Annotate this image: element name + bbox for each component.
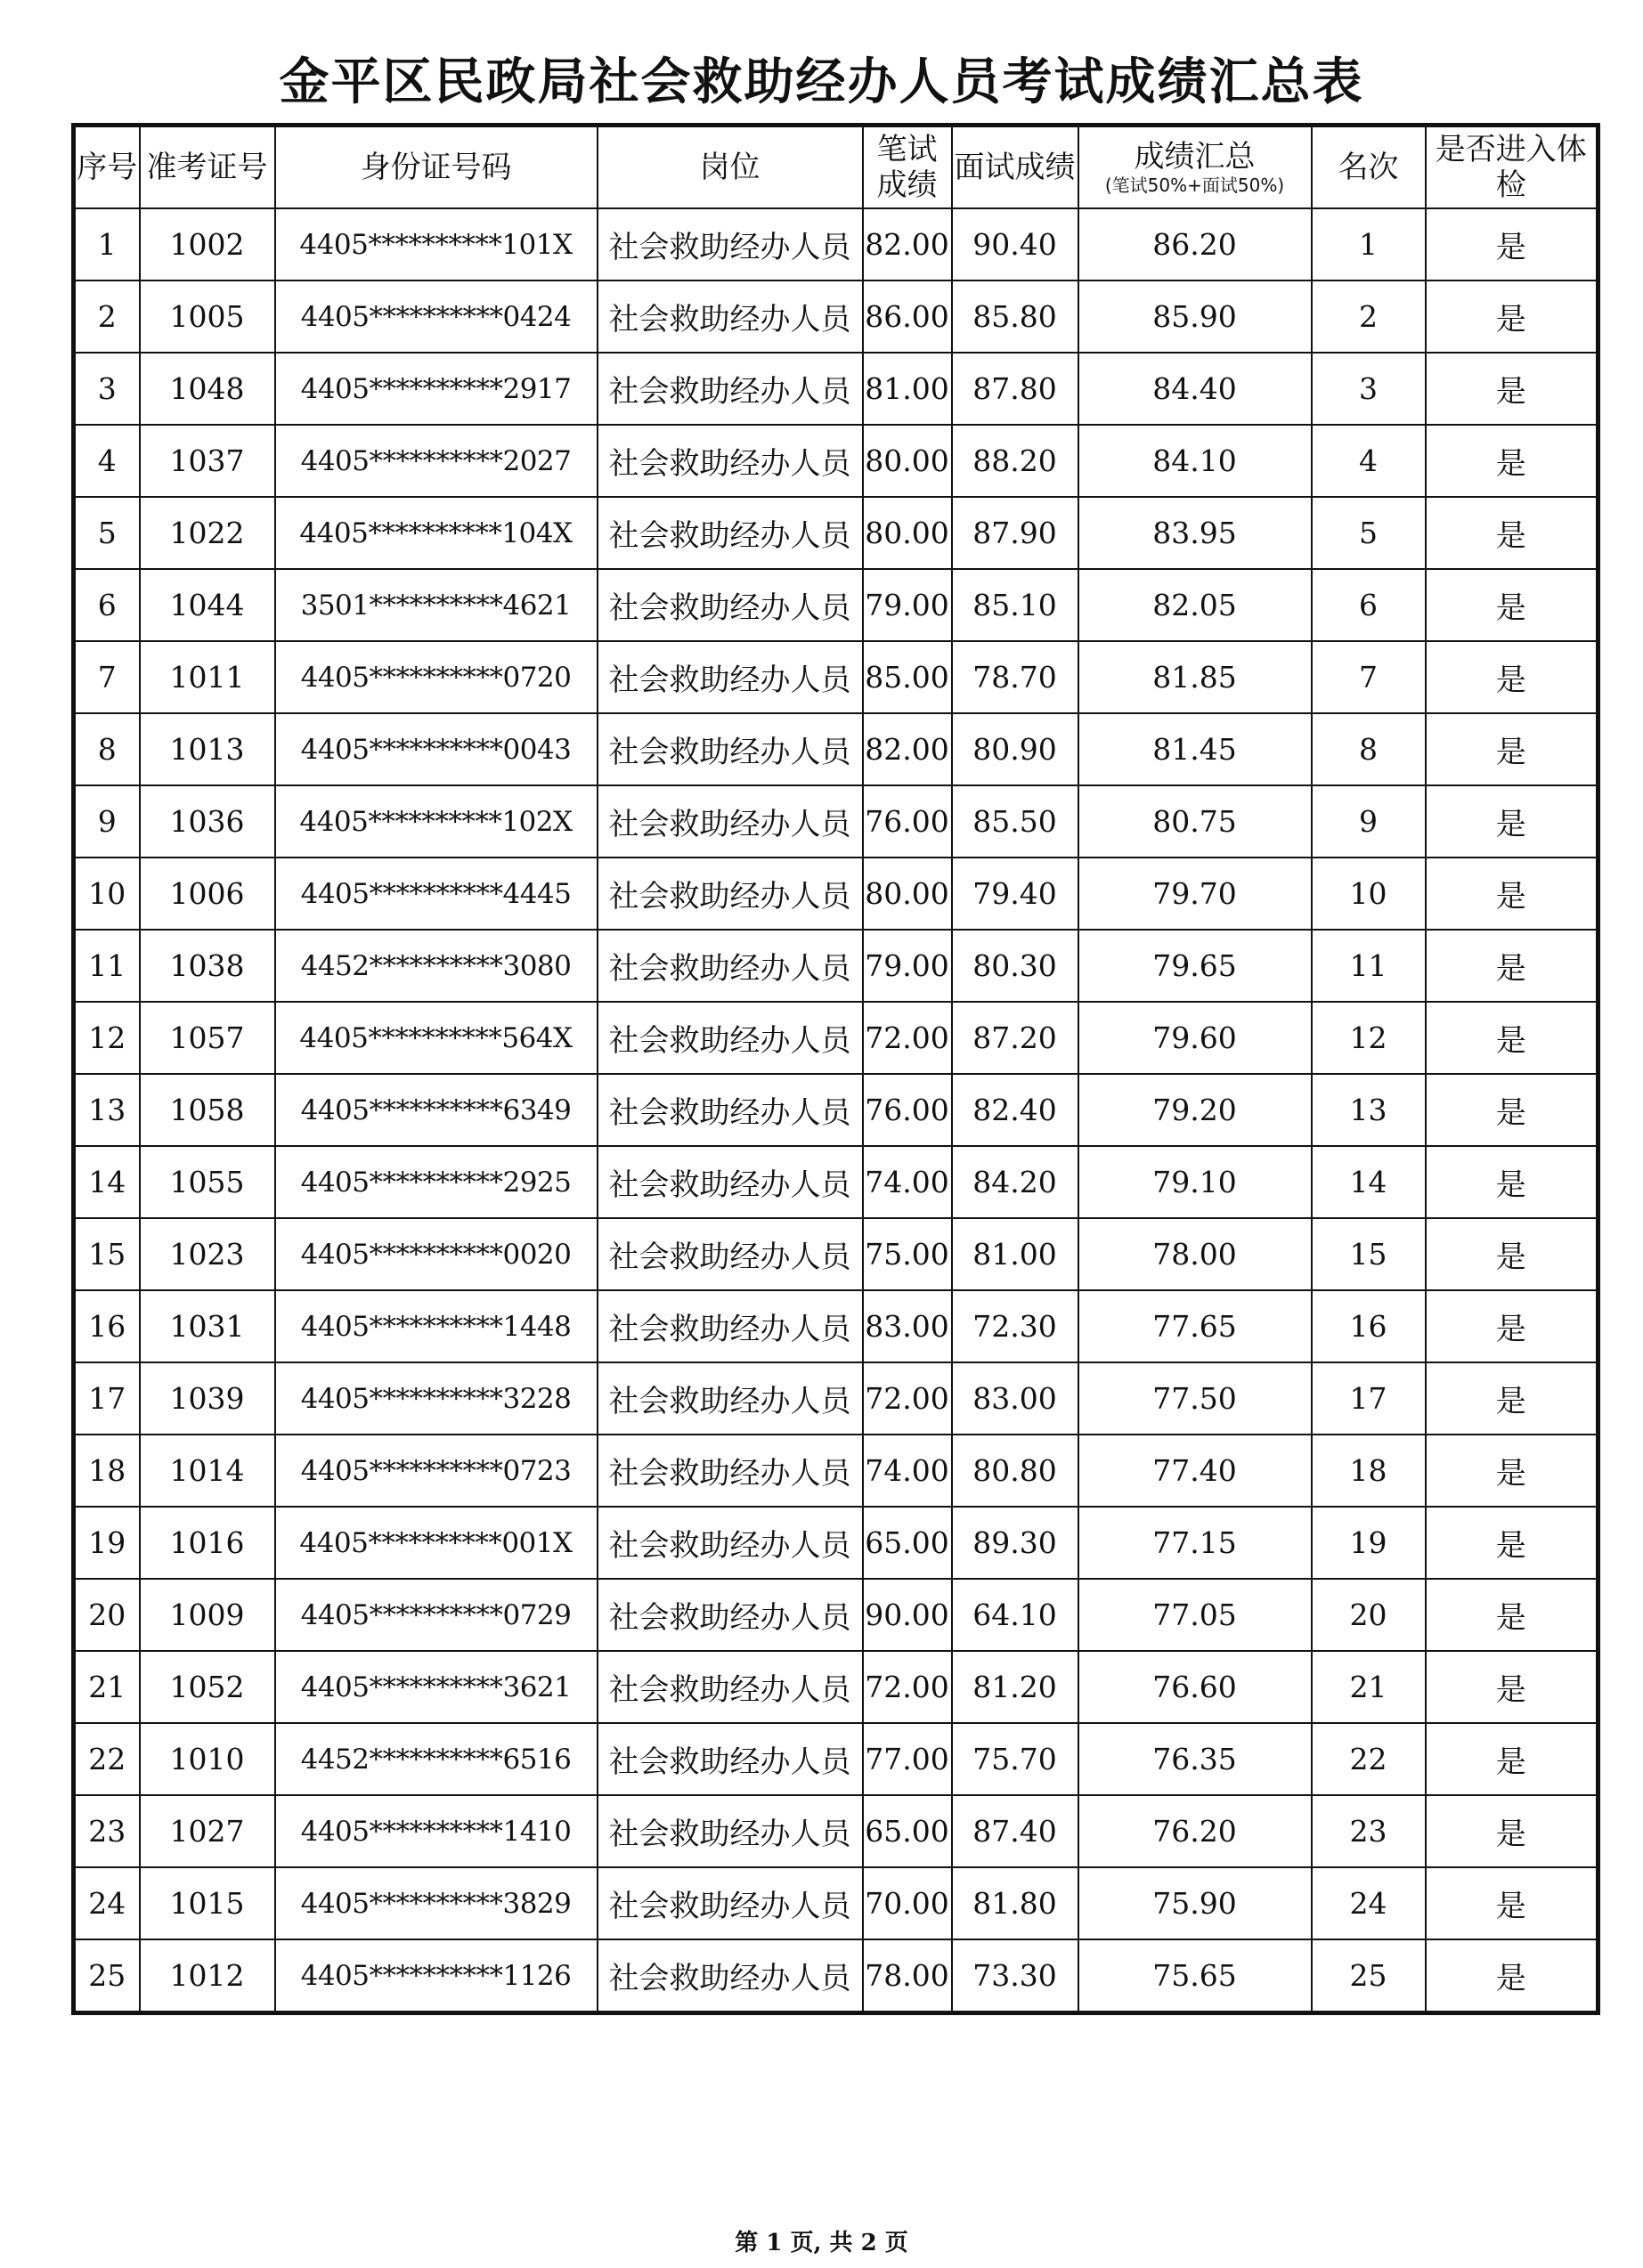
table-row — [74, 353, 1598, 425]
cell-total: 82.05 — [1078, 569, 1312, 641]
table-row — [74, 1002, 1598, 1074]
page-footer: 第 1 页, 共 2 页 — [735, 2230, 908, 2256]
header-written: 笔试成绩 — [863, 126, 952, 209]
cell-post: 社会救助经办人员 — [598, 1362, 863, 1435]
cell-seq: 6 — [74, 569, 140, 641]
cell-rank: 11 — [1312, 930, 1426, 1002]
cell-rank: 4 — [1312, 425, 1426, 497]
cell-physical: 是 — [1426, 1867, 1598, 1939]
cell-id-number: 4405**********0424 — [275, 280, 598, 353]
cell-interview: 78.70 — [952, 641, 1078, 713]
cell-seq: 13 — [74, 1074, 140, 1146]
cell-post: 社会救助经办人员 — [598, 1507, 863, 1579]
cell-id-number: 4405**********3228 — [275, 1362, 598, 1435]
cell-id-number: 4405**********1448 — [275, 1290, 598, 1362]
cell-interview: 89.30 — [952, 1507, 1078, 1579]
cell-seq: 22 — [74, 1723, 140, 1795]
table-row — [74, 208, 1598, 280]
cell-interview: 83.00 — [952, 1362, 1078, 1435]
cell-interview: 79.40 — [952, 858, 1078, 930]
cell-ticket: 1005 — [140, 280, 275, 353]
cell-interview: 85.10 — [952, 569, 1078, 641]
cell-post: 社会救助经办人员 — [598, 497, 863, 569]
cell-written: 74.00 — [863, 1146, 952, 1218]
cell-id-number: 4405**********104X — [275, 497, 598, 569]
cell-interview: 80.30 — [952, 930, 1078, 1002]
cell-id-number: 4405**********101X — [275, 208, 598, 280]
cell-id-number: 4405**********001X — [275, 1507, 598, 1579]
cell-total: 84.10 — [1078, 425, 1312, 497]
cell-written: 75.00 — [863, 1218, 952, 1290]
cell-seq: 2 — [74, 280, 140, 353]
cell-ticket: 1039 — [140, 1362, 275, 1435]
cell-ticket: 1052 — [140, 1651, 275, 1723]
cell-seq: 23 — [74, 1795, 140, 1867]
cell-written: 76.00 — [863, 785, 952, 858]
cell-rank: 12 — [1312, 1002, 1426, 1074]
table-row — [74, 1146, 1598, 1218]
cell-total: 76.35 — [1078, 1723, 1312, 1795]
cell-written: 70.00 — [863, 1867, 952, 1939]
cell-id-number: 4405**********3829 — [275, 1867, 598, 1939]
cell-rank: 14 — [1312, 1146, 1426, 1218]
table-row — [74, 280, 1598, 353]
cell-rank: 3 — [1312, 353, 1426, 425]
cell-seq: 7 — [74, 641, 140, 713]
cell-interview: 88.20 — [952, 425, 1078, 497]
cell-ticket: 1014 — [140, 1435, 275, 1507]
cell-seq: 12 — [74, 1002, 140, 1074]
cell-ticket: 1057 — [140, 1002, 275, 1074]
cell-physical: 是 — [1426, 930, 1598, 1002]
cell-rank: 10 — [1312, 858, 1426, 930]
cell-seq: 4 — [74, 425, 140, 497]
cell-interview: 80.90 — [952, 713, 1078, 785]
cell-rank: 6 — [1312, 569, 1426, 641]
cell-post: 社会救助经办人员 — [598, 1867, 863, 1939]
cell-interview: 73.30 — [952, 1939, 1078, 2013]
cell-total: 77.65 — [1078, 1290, 1312, 1362]
cell-post: 社会救助经办人员 — [598, 280, 863, 353]
cell-interview: 72.30 — [952, 1290, 1078, 1362]
table-row — [74, 1218, 1598, 1290]
cell-seq: 11 — [74, 930, 140, 1002]
table-row — [74, 930, 1598, 1002]
cell-total: 77.40 — [1078, 1435, 1312, 1507]
cell-id-number: 4405**********3621 — [275, 1651, 598, 1723]
cell-interview: 85.80 — [952, 280, 1078, 353]
cell-total: 79.60 — [1078, 1002, 1312, 1074]
cell-id-number: 4405**********0020 — [275, 1218, 598, 1290]
cell-written: 72.00 — [863, 1362, 952, 1435]
cell-rank: 18 — [1312, 1435, 1426, 1507]
cell-physical: 是 — [1426, 569, 1598, 641]
cell-rank: 19 — [1312, 1507, 1426, 1579]
cell-physical: 是 — [1426, 1146, 1598, 1218]
cell-id-number: 4405**********102X — [275, 785, 598, 858]
header-interview: 面试成绩 — [952, 126, 1078, 209]
header-total-label: 成绩汇总 — [1134, 139, 1256, 175]
cell-id-number: 4405**********0720 — [275, 641, 598, 713]
table-row — [74, 1290, 1598, 1362]
table-row — [74, 1074, 1598, 1146]
cell-written: 82.00 — [863, 713, 952, 785]
cell-total: 83.95 — [1078, 497, 1312, 569]
cell-written: 81.00 — [863, 353, 952, 425]
cell-written: 80.00 — [863, 858, 952, 930]
cell-post: 社会救助经办人员 — [598, 1939, 863, 2013]
table-row — [74, 569, 1598, 641]
cell-ticket: 1048 — [140, 353, 275, 425]
cell-physical: 是 — [1426, 353, 1598, 425]
cell-seq: 14 — [74, 1146, 140, 1218]
document-title: 金平区民政局社会救助经办人员考试成绩汇总表 — [279, 53, 1364, 111]
table-row — [74, 1579, 1598, 1651]
cell-post: 社会救助经办人员 — [598, 425, 863, 497]
header-seq: 序号 — [74, 126, 140, 209]
cell-rank: 9 — [1312, 785, 1426, 858]
table-row — [74, 785, 1598, 858]
cell-interview: 87.80 — [952, 353, 1078, 425]
score-table — [71, 123, 1600, 2015]
cell-post: 社会救助经办人员 — [598, 208, 863, 280]
cell-seq: 9 — [74, 785, 140, 858]
cell-written: 86.00 — [863, 280, 952, 353]
cell-rank: 13 — [1312, 1074, 1426, 1146]
cell-written: 79.00 — [863, 930, 952, 1002]
cell-seq: 8 — [74, 713, 140, 785]
cell-interview: 84.20 — [952, 1146, 1078, 1218]
cell-ticket: 1006 — [140, 858, 275, 930]
cell-id-number: 4405**********1410 — [275, 1795, 598, 1867]
cell-post: 社会救助经办人员 — [598, 1218, 863, 1290]
cell-physical: 是 — [1426, 1651, 1598, 1723]
cell-physical: 是 — [1426, 497, 1598, 569]
cell-total: 75.90 — [1078, 1867, 1312, 1939]
header-ticket: 准考证号 — [140, 126, 275, 209]
cell-written: 76.00 — [863, 1074, 952, 1146]
table-row — [74, 497, 1598, 569]
cell-id-number: 4405**********2917 — [275, 353, 598, 425]
cell-total: 81.45 — [1078, 713, 1312, 785]
cell-total: 79.20 — [1078, 1074, 1312, 1146]
cell-seq: 18 — [74, 1435, 140, 1507]
cell-rank: 21 — [1312, 1651, 1426, 1723]
cell-seq: 24 — [74, 1867, 140, 1939]
table-row — [74, 713, 1598, 785]
cell-id-number: 4405**********0043 — [275, 713, 598, 785]
cell-id-number: 4405**********4445 — [275, 858, 598, 930]
cell-ticket: 1058 — [140, 1074, 275, 1146]
cell-rank: 24 — [1312, 1867, 1426, 1939]
cell-written: 82.00 — [863, 208, 952, 280]
cell-written: 78.00 — [863, 1939, 952, 2013]
cell-physical: 是 — [1426, 280, 1598, 353]
cell-ticket: 1016 — [140, 1507, 275, 1579]
cell-seq: 3 — [74, 353, 140, 425]
table-row — [74, 1507, 1598, 1579]
cell-seq: 16 — [74, 1290, 140, 1362]
cell-id-number: 4452**********6516 — [275, 1723, 598, 1795]
cell-rank: 16 — [1312, 1290, 1426, 1362]
header-row — [74, 126, 1598, 209]
cell-id-number: 4405**********2925 — [275, 1146, 598, 1218]
cell-interview: 81.20 — [952, 1651, 1078, 1723]
cell-written: 65.00 — [863, 1795, 952, 1867]
header-rank: 名次 — [1312, 126, 1426, 209]
cell-post: 社会救助经办人员 — [598, 1074, 863, 1146]
cell-seq: 20 — [74, 1579, 140, 1651]
cell-ticket: 1023 — [140, 1218, 275, 1290]
cell-ticket: 1044 — [140, 569, 275, 641]
cell-ticket: 1015 — [140, 1867, 275, 1939]
score-table-body — [74, 208, 1598, 2013]
cell-physical: 是 — [1426, 713, 1598, 785]
cell-post: 社会救助经办人员 — [598, 569, 863, 641]
cell-post: 社会救助经办人员 — [598, 713, 863, 785]
cell-post: 社会救助经办人员 — [598, 353, 863, 425]
cell-physical: 是 — [1426, 1579, 1598, 1651]
cell-rank: 22 — [1312, 1723, 1426, 1795]
cell-physical: 是 — [1426, 1723, 1598, 1795]
table-row — [74, 1939, 1598, 2013]
cell-total: 76.20 — [1078, 1795, 1312, 1867]
cell-post: 社会救助经办人员 — [598, 785, 863, 858]
cell-physical: 是 — [1426, 208, 1598, 280]
cell-post: 社会救助经办人员 — [598, 1723, 863, 1795]
cell-written: 74.00 — [863, 1435, 952, 1507]
cell-interview: 87.40 — [952, 1795, 1078, 1867]
cell-total: 75.65 — [1078, 1939, 1312, 2013]
cell-post: 社会救助经办人员 — [598, 1579, 863, 1651]
cell-ticket: 1037 — [140, 425, 275, 497]
cell-interview: 81.80 — [952, 1867, 1078, 1939]
cell-seq: 25 — [74, 1939, 140, 2013]
cell-written: 72.00 — [863, 1002, 952, 1074]
cell-interview: 82.40 — [952, 1074, 1078, 1146]
header-id-number: 身份证号码 — [275, 126, 598, 209]
cell-ticket: 1013 — [140, 713, 275, 785]
cell-written: 80.00 — [863, 425, 952, 497]
cell-post: 社会救助经办人员 — [598, 1435, 863, 1507]
cell-id-number: 4405**********1126 — [275, 1939, 598, 2013]
cell-ticket: 1031 — [140, 1290, 275, 1362]
cell-ticket: 1036 — [140, 785, 275, 858]
cell-seq: 19 — [74, 1507, 140, 1579]
cell-written: 72.00 — [863, 1651, 952, 1723]
cell-seq: 21 — [74, 1651, 140, 1723]
cell-id-number: 4405**********564X — [275, 1002, 598, 1074]
table-row — [74, 1867, 1598, 1939]
cell-physical: 是 — [1426, 1074, 1598, 1146]
cell-post: 社会救助经办人员 — [598, 1651, 863, 1723]
cell-post: 社会救助经办人员 — [598, 1146, 863, 1218]
cell-written: 77.00 — [863, 1723, 952, 1795]
cell-post: 社会救助经办人员 — [598, 1290, 863, 1362]
cell-physical: 是 — [1426, 641, 1598, 713]
cell-rank: 23 — [1312, 1795, 1426, 1867]
table-row — [74, 858, 1598, 930]
cell-rank: 2 — [1312, 280, 1426, 353]
cell-seq: 17 — [74, 1362, 140, 1435]
cell-post: 社会救助经办人员 — [598, 641, 863, 713]
header-total — [1078, 126, 1312, 209]
cell-physical: 是 — [1426, 1795, 1598, 1867]
cell-rank: 8 — [1312, 713, 1426, 785]
cell-total: 86.20 — [1078, 208, 1312, 280]
cell-interview: 87.20 — [952, 1002, 1078, 1074]
cell-written: 90.00 — [863, 1579, 952, 1651]
cell-physical: 是 — [1426, 1362, 1598, 1435]
cell-physical: 是 — [1426, 425, 1598, 497]
cell-ticket: 1038 — [140, 930, 275, 1002]
cell-ticket: 1009 — [140, 1579, 275, 1651]
cell-written: 65.00 — [863, 1507, 952, 1579]
cell-rank: 5 — [1312, 497, 1426, 569]
cell-physical: 是 — [1426, 1218, 1598, 1290]
cell-id-number: 4452**********3080 — [275, 930, 598, 1002]
cell-interview: 85.50 — [952, 785, 1078, 858]
table-row — [74, 1362, 1598, 1435]
cell-id-number: 4405**********0729 — [275, 1579, 598, 1651]
cell-ticket: 1002 — [140, 208, 275, 280]
cell-ticket: 1022 — [140, 497, 275, 569]
cell-id-number: 4405**********2027 — [275, 425, 598, 497]
cell-total: 79.10 — [1078, 1146, 1312, 1218]
cell-written: 85.00 — [863, 641, 952, 713]
cell-interview: 87.90 — [952, 497, 1078, 569]
cell-interview: 75.70 — [952, 1723, 1078, 1795]
header-total-note: (笔试50%+面试50%) — [1104, 175, 1285, 196]
cell-post: 社会救助经办人员 — [598, 930, 863, 1002]
cell-seq: 10 — [74, 858, 140, 930]
cell-total: 77.50 — [1078, 1362, 1312, 1435]
header-physical: 是否进入体检 — [1426, 126, 1598, 209]
cell-physical: 是 — [1426, 1002, 1598, 1074]
cell-total: 76.60 — [1078, 1651, 1312, 1723]
cell-rank: 15 — [1312, 1218, 1426, 1290]
cell-total: 80.75 — [1078, 785, 1312, 858]
table-row — [74, 1435, 1598, 1507]
cell-rank: 17 — [1312, 1362, 1426, 1435]
cell-ticket: 1055 — [140, 1146, 275, 1218]
cell-written: 83.00 — [863, 1290, 952, 1362]
cell-physical: 是 — [1426, 1507, 1598, 1579]
cell-seq: 5 — [74, 497, 140, 569]
cell-interview: 80.80 — [952, 1435, 1078, 1507]
cell-seq: 15 — [74, 1218, 140, 1290]
cell-total: 81.85 — [1078, 641, 1312, 713]
cell-written: 80.00 — [863, 497, 952, 569]
cell-total: 79.65 — [1078, 930, 1312, 1002]
cell-rank: 20 — [1312, 1579, 1426, 1651]
cell-physical: 是 — [1426, 785, 1598, 858]
cell-interview: 64.10 — [952, 1579, 1078, 1651]
cell-total: 78.00 — [1078, 1218, 1312, 1290]
cell-rank: 25 — [1312, 1939, 1426, 2013]
cell-total: 84.40 — [1078, 353, 1312, 425]
cell-post: 社会救助经办人员 — [598, 858, 863, 930]
cell-total: 79.70 — [1078, 858, 1312, 930]
cell-physical: 是 — [1426, 1939, 1598, 2013]
header-post: 岗位 — [598, 126, 863, 209]
table-row — [74, 641, 1598, 713]
cell-total: 77.05 — [1078, 1579, 1312, 1651]
table-row — [74, 1651, 1598, 1723]
cell-ticket: 1027 — [140, 1795, 275, 1867]
table-row — [74, 1723, 1598, 1795]
cell-ticket: 1012 — [140, 1939, 275, 2013]
cell-interview: 90.40 — [952, 208, 1078, 280]
table-row — [74, 425, 1598, 497]
cell-seq: 1 — [74, 208, 140, 280]
cell-total: 77.15 — [1078, 1507, 1312, 1579]
cell-id-number: 4405**********6349 — [275, 1074, 598, 1146]
cell-total: 85.90 — [1078, 280, 1312, 353]
table-row — [74, 1795, 1598, 1867]
cell-written: 79.00 — [863, 569, 952, 641]
cell-rank: 7 — [1312, 641, 1426, 713]
cell-physical: 是 — [1426, 858, 1598, 930]
cell-physical: 是 — [1426, 1290, 1598, 1362]
cell-ticket: 1011 — [140, 641, 275, 713]
cell-physical: 是 — [1426, 1435, 1598, 1507]
cell-rank: 1 — [1312, 208, 1426, 280]
cell-post: 社会救助经办人员 — [598, 1795, 863, 1867]
cell-interview: 81.00 — [952, 1218, 1078, 1290]
cell-post: 社会救助经办人员 — [598, 1002, 863, 1074]
cell-id-number: 4405**********0723 — [275, 1435, 598, 1507]
cell-ticket: 1010 — [140, 1723, 275, 1795]
cell-id-number: 3501**********4621 — [275, 569, 598, 641]
